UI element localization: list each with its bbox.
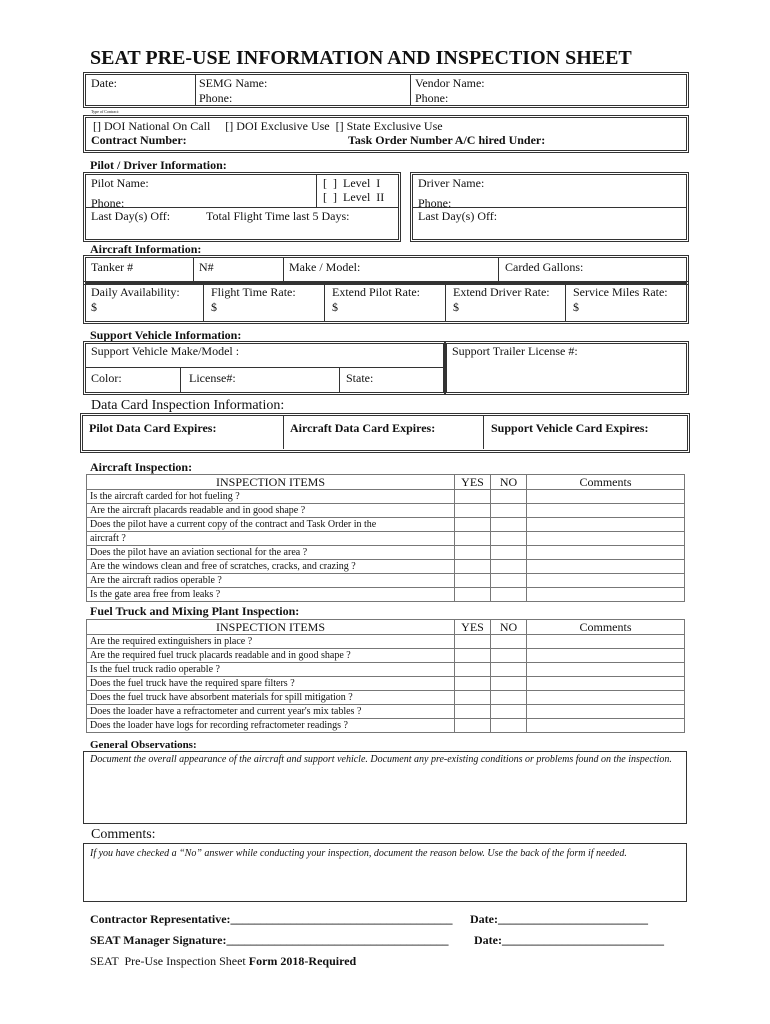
yes-cell[interactable] xyxy=(455,532,491,546)
inspection-item-text: Is the fuel truck radio operable ? xyxy=(87,663,455,677)
vendor-phone-field[interactable]: Phone: xyxy=(415,91,449,105)
table-row xyxy=(87,588,685,602)
no-cell[interactable] xyxy=(491,560,527,574)
comments-cell[interactable] xyxy=(527,677,685,691)
inspection-item-text: aircraft ? xyxy=(87,532,455,546)
header-inspection-items: INSPECTION ITEMS xyxy=(87,620,455,635)
aircraft-data-card-field[interactable]: Aircraft Data Card Expires: xyxy=(290,421,436,435)
service-miles-rate-field[interactable]: Service Miles Rate: xyxy=(573,285,668,299)
inspection-item-text: Are the required extinguishers in place ? xyxy=(87,635,455,649)
inspection-item-text: Does the fuel truck have the required spare filters ? xyxy=(87,677,455,691)
comments-cell[interactable] xyxy=(527,518,685,532)
inspection-item-text: Does the loader have a refractometer and current year's mix tables ? xyxy=(87,705,455,719)
header-no: NO xyxy=(491,620,527,635)
support-section-heading: Support Vehicle Information: xyxy=(90,328,242,342)
header-yes: YES xyxy=(455,620,491,635)
table-row xyxy=(87,719,685,733)
total-flight-time-field[interactable]: Total Flight Time last 5 Days: xyxy=(206,209,350,223)
table-row xyxy=(87,677,685,691)
carded-gallons-field[interactable]: Carded Gallons: xyxy=(505,260,584,274)
yes-cell[interactable] xyxy=(455,635,491,649)
inspection-item-text: Does the fuel truck have absorbent materials for spill mitigation ? xyxy=(87,691,455,705)
table-row xyxy=(87,574,685,588)
aircraft-inspection-table xyxy=(86,474,685,602)
contract-type-label: Type of Contract: xyxy=(91,109,120,114)
table-row xyxy=(87,504,685,518)
table-row xyxy=(87,546,685,560)
comments-cell[interactable] xyxy=(527,635,685,649)
driver-last-day-off-field[interactable]: Last Day(s) Off: xyxy=(418,209,498,223)
support-license-field[interactable]: License#: xyxy=(189,371,236,385)
yes-cell[interactable] xyxy=(455,705,491,719)
comments-cell[interactable] xyxy=(527,719,685,733)
comments-cell[interactable] xyxy=(527,574,685,588)
vendor-name-field[interactable]: Vendor Name: xyxy=(415,76,485,90)
yes-cell[interactable] xyxy=(455,490,491,504)
observations-instructions: Document the overall appearance of the aircraft and support vehicle. Document any pre-existing conditions or problems found on the inspection. xyxy=(90,754,672,765)
semg-name-field[interactable]: SEMG Name: xyxy=(199,76,268,90)
yes-cell[interactable] xyxy=(455,663,491,677)
no-cell[interactable] xyxy=(491,635,527,649)
support-state-field[interactable]: State: xyxy=(346,371,374,385)
level-1-checkbox[interactable]: [ ] Level I xyxy=(323,176,381,190)
extend-driver-rate-dollar: $ xyxy=(453,300,459,314)
header-yes: YES xyxy=(455,475,491,490)
comments-cell[interactable] xyxy=(527,560,685,574)
inspection-item-text: Does the pilot have an aviation sectional for the area ? xyxy=(87,546,455,560)
header-comments: Comments xyxy=(527,475,685,490)
no-cell[interactable] xyxy=(491,677,527,691)
make-model-field[interactable]: Make / Model: xyxy=(289,260,361,274)
no-cell[interactable] xyxy=(491,719,527,733)
support-vehicle-card-field[interactable]: Support Vehicle Card Expires: xyxy=(491,421,649,435)
driver-phone-field[interactable]: Phone: xyxy=(418,196,452,210)
data-card-section-heading: Data Card Inspection Information: xyxy=(91,398,285,413)
footer-text: SEAT Pre-Use Inspection Sheet xyxy=(90,954,249,968)
no-cell[interactable] xyxy=(491,546,527,560)
header-box xyxy=(83,72,689,108)
inspection-item-text: Does the pilot have a current copy of the contract and Task Order in the xyxy=(87,518,455,532)
no-cell[interactable] xyxy=(491,574,527,588)
table-row xyxy=(87,705,685,719)
comments-heading: Comments: xyxy=(91,827,156,842)
contract-number-field[interactable]: Contract Number: xyxy=(91,133,187,147)
tanker-field[interactable]: Tanker # xyxy=(91,260,134,274)
flight-time-rate-field[interactable]: Flight Time Rate: xyxy=(211,285,296,299)
pilot-phone-field[interactable]: Phone: xyxy=(91,196,125,210)
comments-cell[interactable] xyxy=(527,546,685,560)
yes-cell[interactable] xyxy=(455,504,491,518)
pilot-section-heading: Pilot / Driver Information: xyxy=(90,158,227,172)
level-2-checkbox[interactable]: [ ] Level II xyxy=(323,190,385,204)
footer xyxy=(90,954,356,969)
table-row xyxy=(87,691,685,705)
table-row xyxy=(87,663,685,677)
inspection-item-text: Are the aircraft radios operable ? xyxy=(87,574,455,588)
contractor-signature-line[interactable]: Contractor Representative:_____________________________________ xyxy=(90,912,453,926)
comments-cell[interactable] xyxy=(527,649,685,663)
no-cell[interactable] xyxy=(491,649,527,663)
comments-cell[interactable] xyxy=(527,663,685,677)
comments-cell[interactable] xyxy=(527,691,685,705)
inspection-item-text: Are the windows clean and free of scratches, cracks, and crazing ? xyxy=(87,560,455,574)
table-row xyxy=(87,560,685,574)
yes-cell[interactable] xyxy=(455,588,491,602)
table-header-row xyxy=(87,620,685,635)
daily-availability-field[interactable]: Daily Availability: xyxy=(91,285,180,299)
no-cell[interactable] xyxy=(491,691,527,705)
extend-pilot-rate-field[interactable]: Extend Pilot Rate: xyxy=(332,285,420,299)
contract-type-options[interactable]: [] DOI National On Call [] DOI Exclusive Use [] State Exclusive Use xyxy=(93,119,443,133)
support-color-field[interactable]: Color: xyxy=(91,371,122,385)
yes-cell[interactable] xyxy=(455,574,491,588)
aircraft-inspection-heading: Aircraft Inspection: xyxy=(90,460,193,474)
extend-pilot-rate-dollar: $ xyxy=(332,300,338,314)
yes-cell[interactable] xyxy=(455,546,491,560)
table-row xyxy=(87,649,685,663)
contractor-date-line[interactable]: Date:_________________________ xyxy=(470,912,648,926)
no-cell[interactable] xyxy=(491,705,527,719)
extend-driver-rate-field[interactable]: Extend Driver Rate: xyxy=(453,285,550,299)
task-order-field[interactable]: Task Order Number A/C hired Under: xyxy=(348,133,546,147)
yes-cell[interactable] xyxy=(455,649,491,663)
no-cell[interactable] xyxy=(491,490,527,504)
support-make-model-field[interactable]: Support Vehicle Make/Model : xyxy=(91,344,240,358)
table-row xyxy=(87,518,685,532)
manager-date-line[interactable]: Date:___________________________ xyxy=(474,933,664,947)
fuel-inspection-heading: Fuel Truck and Mixing Plant Inspection: xyxy=(90,604,300,618)
no-cell[interactable] xyxy=(491,532,527,546)
header-comments: Comments xyxy=(527,620,685,635)
manager-signature-line[interactable]: SEAT Manager Signature:_____________________________________ xyxy=(90,933,449,947)
driver-name-field[interactable]: Driver Name: xyxy=(418,176,485,190)
no-cell[interactable] xyxy=(491,504,527,518)
date-field[interactable]: Date: xyxy=(91,76,117,90)
aircraft-section-heading: Aircraft Information: xyxy=(90,242,202,256)
flight-time-rate-dollar: $ xyxy=(211,300,217,314)
observations-heading: General Observations: xyxy=(90,739,197,751)
n-number-field[interactable]: N# xyxy=(199,260,214,274)
yes-cell[interactable] xyxy=(455,560,491,574)
pilot-name-field[interactable]: Pilot Name: xyxy=(91,176,149,190)
inspection-item-text: Does the loader have logs for recording refractometer readings ? xyxy=(87,719,455,733)
pilot-last-day-off-field[interactable]: Last Day(s) Off: xyxy=(91,209,171,223)
inspection-item-text: Are the required fuel truck placards readable and in good shape ? xyxy=(87,649,455,663)
comments-cell[interactable] xyxy=(527,705,685,719)
service-miles-rate-dollar: $ xyxy=(573,300,579,314)
comments-cell[interactable] xyxy=(527,504,685,518)
yes-cell[interactable] xyxy=(455,677,491,691)
no-cell[interactable] xyxy=(491,518,527,532)
observations-box[interactable] xyxy=(83,751,687,824)
inspection-item-text: Are the aircraft placards readable and in good shape ? xyxy=(87,504,455,518)
table-header-row xyxy=(87,475,685,490)
table-row xyxy=(87,635,685,649)
fuel-inspection-table xyxy=(86,619,685,733)
comments-cell[interactable] xyxy=(527,532,685,546)
page-title: SEAT PRE-USE INFORMATION AND INSPECTION SHEET xyxy=(90,47,632,69)
yes-cell[interactable] xyxy=(455,691,491,705)
comments-cell[interactable] xyxy=(527,490,685,504)
comments-box[interactable] xyxy=(83,843,687,902)
header-inspection-items: INSPECTION ITEMS xyxy=(87,475,455,490)
footer-form-label: Form 2018-Required xyxy=(248,954,357,968)
semg-phone-field[interactable]: Phone: xyxy=(199,91,233,105)
comments-instructions: If you have checked a “No” answer while conducting your inspection, document the reason below. Use the back of the form if needed. xyxy=(90,848,627,859)
table-row xyxy=(87,532,685,546)
yes-cell[interactable] xyxy=(455,719,491,733)
pilot-data-card-field[interactable]: Pilot Data Card Expires: xyxy=(89,421,217,435)
daily-availability-dollar: $ xyxy=(91,300,97,314)
table-row xyxy=(87,490,685,504)
no-cell[interactable] xyxy=(491,663,527,677)
support-trailer-license-field[interactable]: Support Trailer License #: xyxy=(452,344,578,358)
header-no: NO xyxy=(491,475,527,490)
inspection-item-text: Is the gate area free from leaks ? xyxy=(87,588,455,602)
inspection-item-text: Is the aircraft carded for hot fueling ? xyxy=(87,490,455,504)
no-cell[interactable] xyxy=(491,588,527,602)
yes-cell[interactable] xyxy=(455,518,491,532)
comments-cell[interactable] xyxy=(527,588,685,602)
